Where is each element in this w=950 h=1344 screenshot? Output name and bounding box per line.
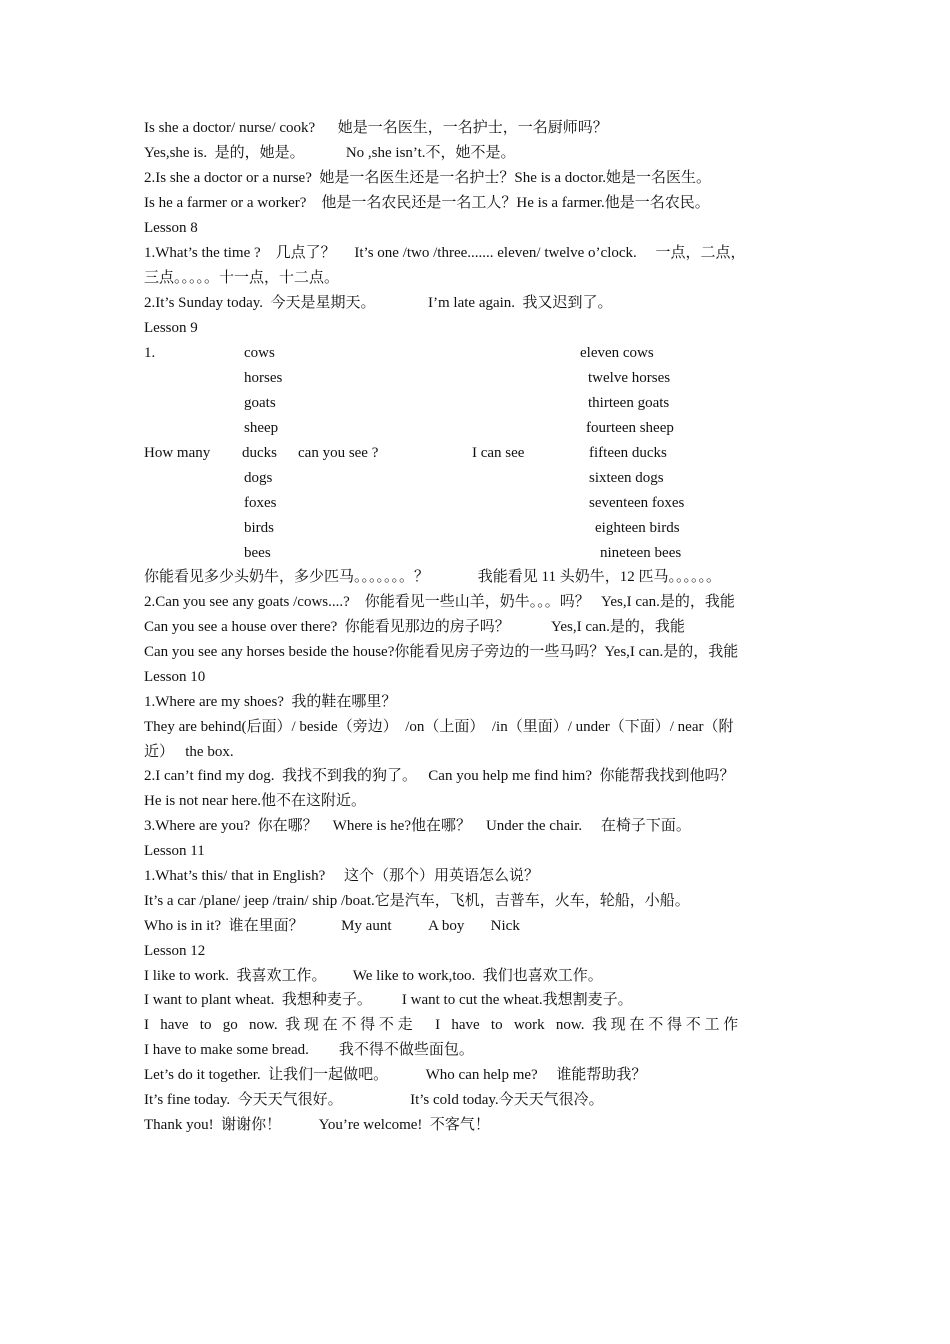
text-line: Is she a doctor/ nurse/ cook? 她是一名医生，一名护士，一名厨师吗？ bbox=[144, 120, 608, 136]
text-line: 1.Where are my shoes? 我的鞋在哪里？ bbox=[144, 694, 397, 710]
text-line: 2.Can you see any goats /cows....? 你能看见一些山羊，奶牛。。。吗？ Yes,I can.是的，我能 bbox=[144, 594, 735, 610]
animal-word: horses bbox=[244, 370, 283, 386]
text-line: I like to work. 我喜欢工作。 We like to work,too. 我们也喜欢工作。 bbox=[144, 968, 603, 984]
text-line: 你能看见多少头奶牛，多少匹马。。。。。。。？ 我能看见 11 头奶牛，12 匹马。。。。。。 bbox=[144, 569, 721, 585]
animal-word: goats bbox=[244, 395, 276, 411]
text-line: Is he a farmer or a worker? 他是一名农民还是一名工人？He is a farmer.他是一名农民。 bbox=[144, 195, 710, 211]
animal-word: cows bbox=[244, 345, 275, 361]
text-line: 2.It’s Sunday today. 今天是星期天。 I’m late again. 我又迟到了。 bbox=[144, 295, 613, 311]
text-line: 三点。。。。。十一点，十二点。 bbox=[144, 270, 340, 286]
answer-phrase: eighteen birds bbox=[595, 520, 680, 536]
text-line: 2.I can’t find my dog. 我找不到我的狗了。 Can you help me find him? 你能帮我找到他吗？ bbox=[144, 768, 735, 784]
can-you-see-label: can you see ? bbox=[298, 445, 379, 461]
text-line: Can you see any horses beside the house?你能看见房子旁边的一些马吗？Yes,I can.是的，我能 bbox=[144, 644, 739, 660]
lesson-heading: Lesson 9 bbox=[144, 320, 198, 336]
answer-phrase: sixteen dogs bbox=[589, 470, 664, 486]
text-line: 1.What’s this/ that in English? 这个（那个）用英语怎么说？ bbox=[144, 868, 539, 884]
exercise-number: 1. bbox=[144, 345, 156, 361]
answer-phrase: twelve horses bbox=[588, 370, 671, 386]
text-line: I want to plant wheat. 我想种麦子。 I want to cut the wheat.我想割麦子。 bbox=[144, 992, 633, 1008]
animal-word: dogs bbox=[244, 470, 273, 486]
answer-phrase: fifteen ducks bbox=[589, 445, 667, 461]
animal-word: birds bbox=[244, 520, 274, 536]
i-can-see-label: I can see bbox=[472, 445, 525, 461]
text-line: Can you see a house over there? 你能看见那边的房子吗？ Yes,I can.是的，我能 bbox=[144, 619, 685, 635]
lesson-heading: Lesson 8 bbox=[144, 220, 198, 236]
text-line: Let’s do it together. 让我们一起做吧。 Who can help me? 谁能帮助我？ bbox=[144, 1067, 647, 1083]
animal-word: bees bbox=[244, 545, 271, 561]
text-line: I have to make some bread. 我不得不做些面包。 bbox=[144, 1042, 474, 1058]
text-line: I have to go now. 我 现 在 不 得 不 走 I have to work now. 我 现 在 不 得 不 工 作 bbox=[144, 1017, 739, 1033]
text-line: 1.What’s the time ? 几点了？ It’s one /two /three....... eleven/ twelve o’clock. 一点，二点， bbox=[144, 245, 746, 261]
answer-phrase: fourteen sheep bbox=[586, 420, 674, 436]
animal-word: ducks bbox=[242, 445, 277, 461]
animal-word: foxes bbox=[244, 495, 277, 511]
text-line: It’s fine today. 今天天气很好。 It’s cold today.今天天气很冷。 bbox=[144, 1092, 604, 1108]
text-line: Thank you! 谢谢你！ You’re welcome! 不客气！ bbox=[144, 1117, 490, 1133]
how-many-label: How many bbox=[144, 445, 211, 461]
answer-phrase: nineteen bees bbox=[600, 545, 682, 561]
text-line: 3.Where are you? 你在哪？ Where is he?他在哪？ Under the chair. 在椅子下面。 bbox=[144, 818, 691, 834]
lesson-heading: Lesson 12 bbox=[144, 943, 206, 959]
text-line: It’s a car /plane/ jeep /train/ ship /boat.它是汽车，飞机，吉普车，火车，轮船，小船。 bbox=[144, 893, 690, 909]
answer-phrase: seventeen foxes bbox=[589, 495, 685, 511]
text-line: He is not near here.他不在这附近。 bbox=[144, 793, 367, 809]
text-line: Who is in it? 谁在里面？ My aunt A boy Nick bbox=[144, 918, 520, 934]
text-line: 2.Is she a doctor or a nurse? 她是一名医生还是一名护士？She is a doctor.她是一名医生。 bbox=[144, 170, 712, 186]
text-line: They are behind(后面）/ beside（旁边） /on（上面） /in（里面）/ under（下面）/ near（附 bbox=[144, 719, 734, 735]
lesson-heading: Lesson 11 bbox=[144, 843, 205, 859]
animal-word: sheep bbox=[244, 420, 279, 436]
lesson-heading: Lesson 10 bbox=[144, 669, 206, 685]
answer-phrase: eleven cows bbox=[580, 345, 654, 361]
text-line: 近） the box. bbox=[144, 744, 234, 760]
text-line: Yes,she is. 是的，她是。 No ,she isn’t.不，她不是。 bbox=[144, 145, 516, 161]
answer-phrase: thirteen goats bbox=[588, 395, 670, 411]
